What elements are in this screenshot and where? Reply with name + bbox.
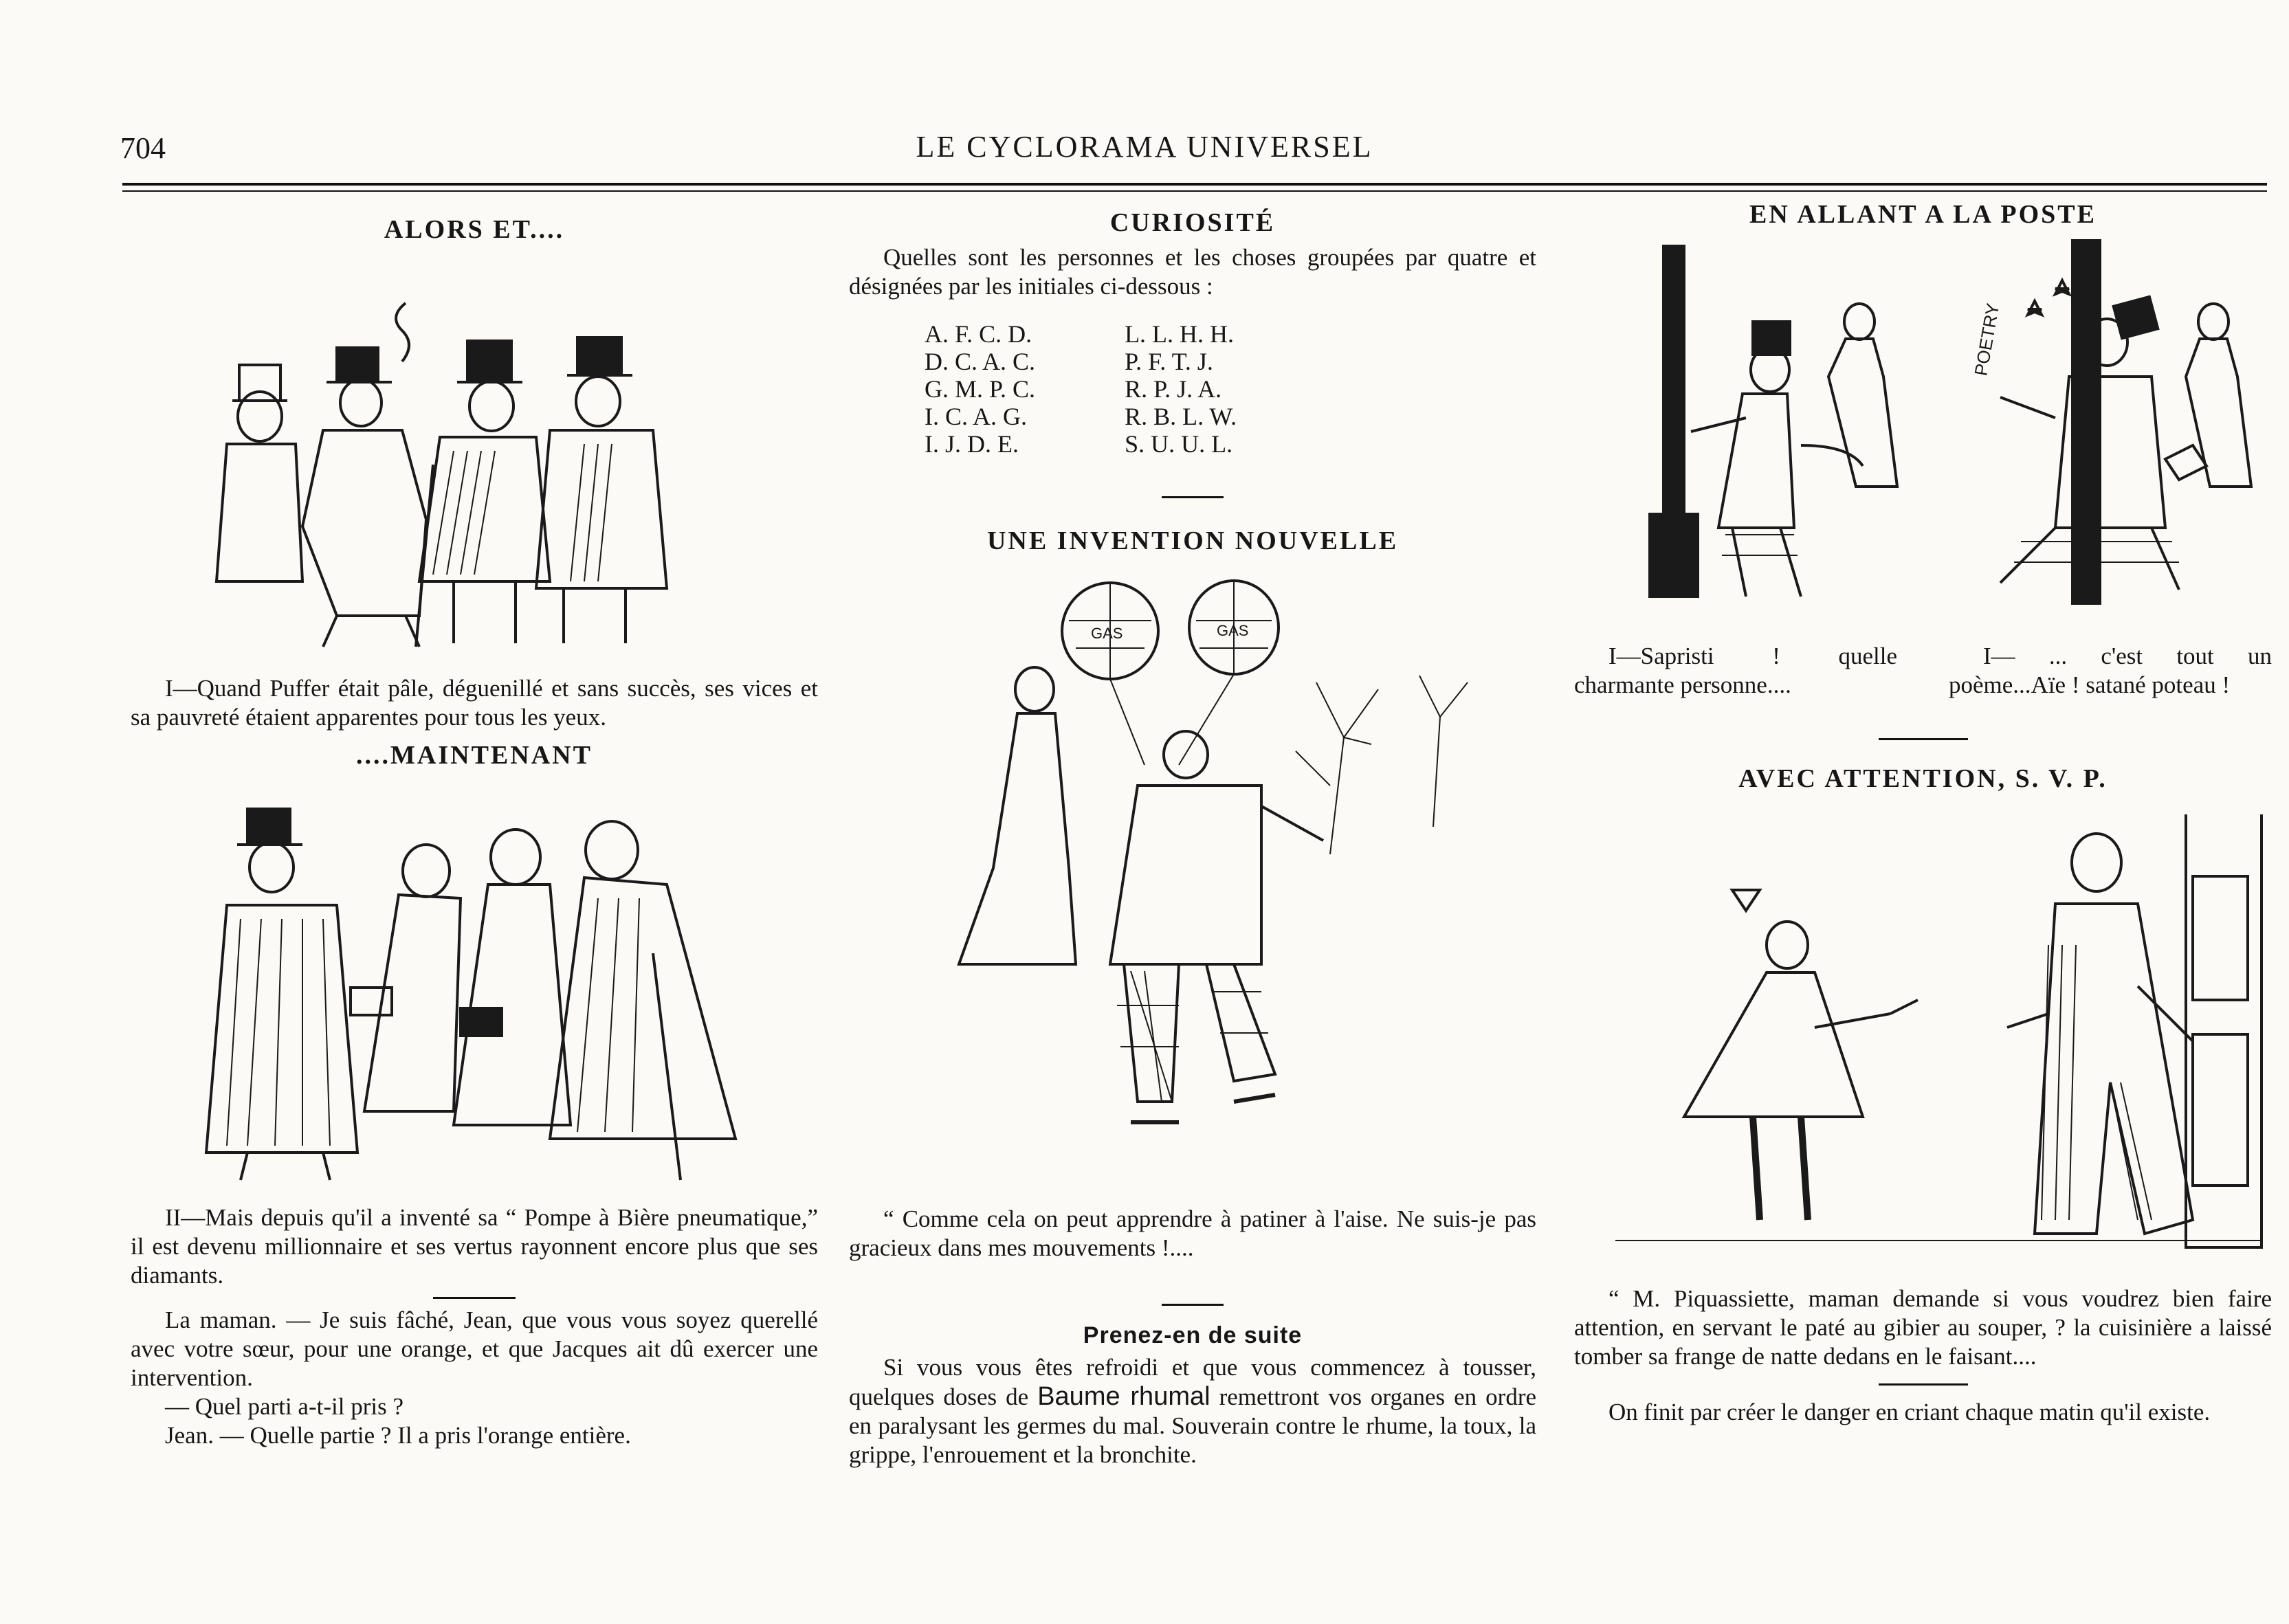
running-title: LE CYCLORAMA UNIVERSEL (916, 130, 1373, 164)
closing-maxim: On finit par créer le danger en criant chaque matin qu'il existe. (1608, 1399, 2211, 1425)
initials-row: L. L. H. H. (1125, 320, 1235, 348)
initials-row: G. M. P. C. (925, 375, 1036, 403)
initials-row: D. C. A. C. (925, 348, 1036, 375)
caption-attention: “ M. Piquassiette, maman demande si vous voudrez bien faire attention, en servant le paté au gibier au souper, ? la cuisinière a laissé tomber sa frange de natte dedans en le faisant.... (1574, 1285, 2272, 1370)
separator-rule (1162, 1304, 1224, 1306)
header-rule-thin (122, 190, 2267, 192)
column-left (131, 199, 818, 1450)
separator-rule (1162, 496, 1224, 498)
initials-row: I. J. D. E. (925, 430, 1019, 458)
header-rule (122, 183, 2267, 186)
cartoon-illustration-girl-butler (1574, 808, 2272, 1268)
ad-text-after: remettront vos organes en ordre en paralysant les germes du mal. Souverain contre le rhume, la toux, la grippe, l'enrouement et la bronchite. (849, 1383, 1537, 1468)
ad-text-before: Si vous vous êtes refroidi et que vous commencez à tousser, quelques doses de (849, 1354, 1536, 1410)
initials-row: P. F. T. J. (1125, 348, 1213, 375)
caption-post-left: I—Sapristi ! quelle charmante personne.... (1574, 643, 1897, 698)
initials-row: A. F. C. D. (925, 320, 1032, 348)
initials-row: I. C. A. G. (925, 403, 1028, 430)
column-center (849, 199, 1536, 1469)
caption-skater: “ Comme cela on peut apprendre à patiner à l'aise. Ne suis-je pas gracieux dans mes mouvements !.... (849, 1205, 1536, 1261)
balloon-label-2: GAS (1217, 622, 1249, 639)
captions-post (1574, 642, 2272, 700)
initials-group-left (925, 320, 1035, 458)
joke-text-1: La maman. — Je suis fâché, Jean, que vous vous soyez querellé avec votre sœur, pour une orange, et que Jacques ait dû exercer une intervention. (131, 1306, 818, 1391)
initials-row: R. P. J. A. (1125, 375, 1222, 403)
joke-text-3: Jean. — Quelle partie ? Il a pris l'orange entière. (165, 1422, 631, 1449)
separator-rule (1879, 738, 1968, 740)
cartoon-illustration-skater (849, 579, 1536, 1170)
ad-body (849, 1353, 1536, 1469)
initials-group-right (1125, 320, 1237, 458)
puzzle-title: CURIOSITÉ (1109, 208, 1276, 237)
cartoon-title-maintenant: ....MAINTENANT (356, 741, 593, 770)
ad-title: Prenez-en de suite (1083, 1322, 1303, 1348)
cartoon-title-alors: ALORS ET.... (384, 215, 565, 244)
initials-row: S. U. U. L. (1125, 430, 1233, 458)
cartoon-illustration-then (131, 258, 818, 654)
initials-table (925, 320, 1536, 458)
column-right (1574, 199, 2272, 1427)
cartoon-illustration-now (131, 781, 818, 1187)
page-number: 704 (120, 131, 166, 165)
separator-rule (433, 1297, 516, 1299)
cartoon-illustration-post (1574, 239, 2272, 624)
sign-text: POETRY (1970, 302, 2004, 378)
cartoon-title-poste: EN ALLANT A LA POSTE (1749, 200, 2097, 229)
caption-now: II—Mais depuis qu'il a inventé sa “ Pompe à Bière pneumatique,” il est devenu millionnaire et ses vertus rayonnent encore plus que ses diamants. (131, 1204, 818, 1289)
cartoon-title-attention: AVEC ATTENTION, S. V. P. (1738, 764, 2108, 793)
caption-post-right: I— ... c'est tout un poème...Aïe ! satané poteau ! (1949, 643, 2272, 698)
ad-product-name: Baume rhumal (1037, 1382, 1210, 1411)
balloon-label-1: GAS (1091, 625, 1123, 642)
joke-text-2: — Quel parti a-t-il pris ? (165, 1393, 403, 1420)
caption-then: I—Quand Puffer était pâle, déguenillé et sans succès, ses vices et sa pauvreté étaient apparentes pour tous les yeux. (131, 675, 818, 731)
initials-row: R. B. L. W. (1125, 403, 1237, 430)
puzzle-intro: Quelles sont les personnes et les choses groupées par quatre et désignées par les initiales ci-dessous : (849, 244, 1536, 300)
separator-rule (1879, 1383, 1968, 1386)
cartoon-title-invention: UNE INVENTION NOUVELLE (986, 526, 1399, 555)
